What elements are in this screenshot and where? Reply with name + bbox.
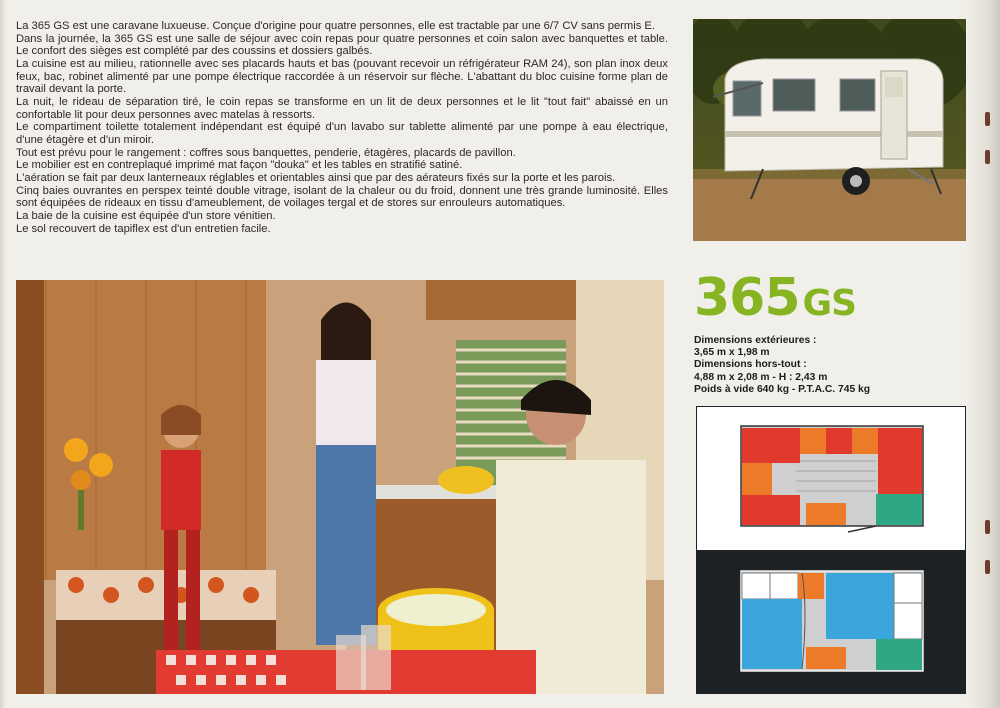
overall-dimensions-label: Dimensions hors-tout : bbox=[694, 359, 807, 371]
paragraph: L'aération se fait par deux lanterneaux réglables et orientables ainsi que par des aérateurs fixés sur la porte et les parois. bbox=[16, 171, 616, 184]
weight-line: Poids à vide 640 kg - P.T.A.C. 745 kg bbox=[694, 383, 871, 395]
exterior-dimensions-value: 3,65 m x 1,98 m bbox=[694, 347, 770, 359]
paragraph: La cuisine est au milieu, rationnelle avec ses placards hauts et bas (pouvant recevoir un réfrigérateur RAM 24), son plan inox deux feux, bac, robinet alimenté par une pompe électrique raccordée à un réservoir sur flèche. L'abattant du bloc cuisine forme plan de travail devant la porte. bbox=[16, 57, 668, 96]
caravan-exterior-photo bbox=[693, 19, 966, 241]
paragraph: Le sol recouvert de tapiflex est d'un entretien facile. bbox=[16, 222, 271, 235]
paragraph: Le compartiment toilette totalement indépendant est équipé d'un lavabo sur tablette alimenté par une pompe à eau électrique, d'une étagère et d'un miroir. bbox=[16, 121, 668, 146]
binding-hole bbox=[985, 150, 990, 164]
page-edge bbox=[0, 0, 6, 708]
description-text bbox=[16, 20, 668, 235]
floor-plan-day bbox=[696, 406, 966, 551]
binding-hole bbox=[985, 520, 990, 534]
overall-dimensions-value: 4,88 m x 2,08 m - H : 2,43 m bbox=[694, 371, 828, 383]
paragraph: Tout est prévu pour le rangement : coffres sous banquettes, penderie, étagères, placards de pavillon. bbox=[16, 146, 516, 159]
paragraph: Dans la journée, la 365 GS est une salle de séjour avec coin repas pour quatre personnes et coin salon avec banquettes et table. Le confort des sièges est complété par des coussins et dossiers galbés. bbox=[16, 32, 668, 58]
binding-hole bbox=[985, 112, 990, 126]
paragraph: Le mobilier est en contreplaqué imprimé mat façon "douka" et les tables en stratifié satiné. bbox=[16, 159, 463, 172]
paragraph: Cinq baies ouvrantes en perspex teinté double vitrage, isolant de la chaleur ou du froid, donnent une très grande luminosité. Elles sont équipées de rideaux en tissu d'ameublement, de voilages tergal et de stores sur enrouleurs automatiques. bbox=[16, 184, 668, 210]
binding-hole bbox=[985, 560, 990, 574]
model-number: 365 bbox=[694, 268, 800, 328]
model-suffix: GS bbox=[802, 283, 857, 324]
page-edge bbox=[966, 0, 1000, 708]
exterior-dimensions-label: Dimensions extérieures : bbox=[694, 335, 817, 346]
model-title bbox=[694, 268, 856, 334]
dimensions-block bbox=[694, 335, 964, 396]
paragraph: La nuit, le rideau de séparation tiré, le coin repas se transforme en un lit de deux personnes et le lit "tout fait" abaissé en un confortable lit pour deux personnes avec matelas à ressorts. bbox=[16, 95, 668, 121]
floor-plan-night bbox=[696, 551, 966, 694]
interior-photo bbox=[16, 280, 664, 694]
paragraph: La 365 GS est une caravane luxueuse. Conçue d'origine pour quatre personnes, elle est tractable par une 6/7 CV sans permis E. bbox=[16, 20, 655, 32]
paragraph: La baie de la cuisine est équipée d'un store vénitien. bbox=[16, 209, 276, 222]
